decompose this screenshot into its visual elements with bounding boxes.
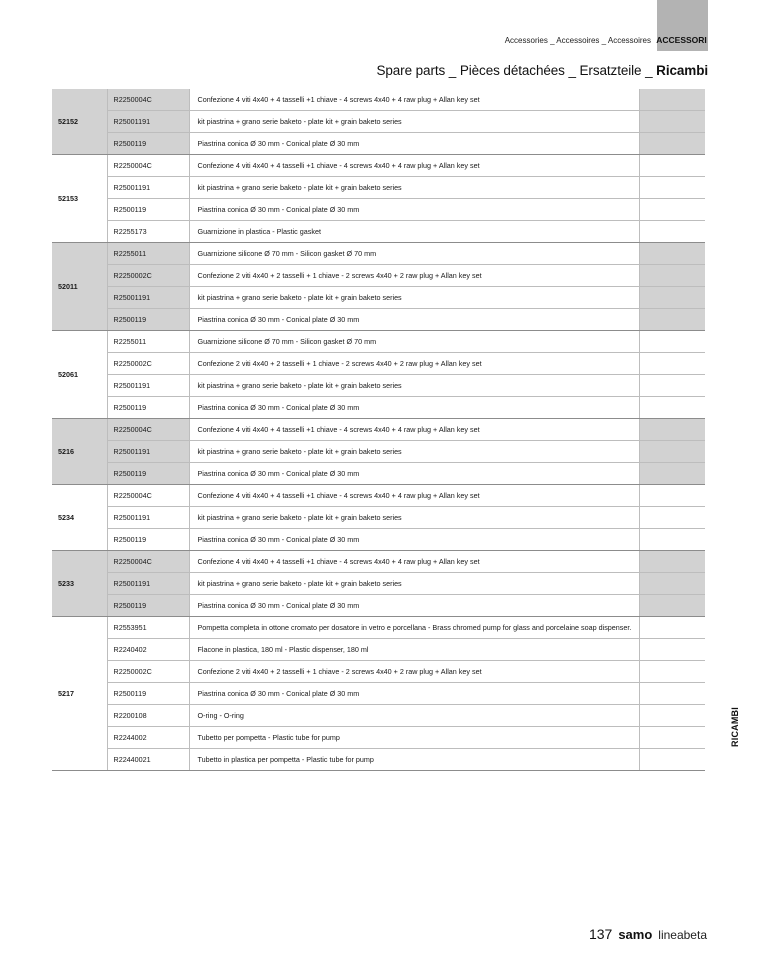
table-row: [52, 397, 705, 419]
part-description: O-ring - O-ring: [189, 705, 639, 727]
empty-column-cell: [639, 419, 705, 441]
spare-parts-table-body: [52, 89, 705, 771]
part-code: R25001191: [107, 375, 189, 397]
page-title-bold: Ricambi: [656, 63, 708, 78]
brand-logo: samo: [618, 927, 653, 942]
part-description: Piastrina conica Ø 30 mm - Conical plate Ø 30 mm: [189, 397, 639, 419]
table-row: [52, 595, 705, 617]
model-number: 5216: [52, 419, 107, 485]
part-code: R25001191: [107, 287, 189, 309]
part-code: R2250002C: [107, 265, 189, 287]
table-row: [52, 683, 705, 705]
part-code: R2255011: [107, 331, 189, 353]
table-row: [52, 617, 705, 639]
part-code: R2500119: [107, 199, 189, 221]
part-code: R2500119: [107, 133, 189, 155]
breadcrumb: Accessories _ Accessoires _ Accessoires: [504, 36, 651, 45]
part-description: Confezione 2 viti 4x40 + 2 tasselli + 1 chiave - 2 screws 4x40 + 2 raw plug + Allan key set: [189, 265, 639, 287]
empty-column-cell: [639, 89, 705, 111]
empty-column-cell: [639, 661, 705, 683]
part-description: Piastrina conica Ø 30 mm - Conical plate Ø 30 mm: [189, 463, 639, 485]
part-description: Pompetta completa in ottone cromato per dosatore in vetro e porcellana - Brass chromed pump for glass and porcelaine soap dispenser.: [189, 617, 639, 639]
part-code: R25001191: [107, 441, 189, 463]
model-number: 52153: [52, 155, 107, 243]
table-row: [52, 441, 705, 463]
part-description: Confezione 4 viti 4x40 + 4 tasselli +1 chiave - 4 screws 4x40 + 4 raw plug + Allan key set: [189, 485, 639, 507]
table-row: [52, 177, 705, 199]
empty-column-cell: [639, 617, 705, 639]
empty-column-cell: [639, 529, 705, 551]
part-description: Guarnizione silicone Ø 70 mm - Silicon gasket Ø 70 mm: [189, 331, 639, 353]
part-description: kit piastrina + grano serie baketo - plate kit + grain baketo series: [189, 507, 639, 529]
product-line-name: lineabeta: [658, 928, 707, 942]
empty-column-cell: [639, 749, 705, 771]
model-number: 52061: [52, 331, 107, 419]
part-code: R2250004C: [107, 419, 189, 441]
page-title: [376, 63, 708, 78]
table-row: [52, 287, 705, 309]
part-code: R2250002C: [107, 661, 189, 683]
model-number: 5217: [52, 617, 107, 771]
part-code: R2250004C: [107, 485, 189, 507]
part-code: R2250004C: [107, 551, 189, 573]
part-description: kit piastrina + grano serie baketo - plate kit + grain baketo series: [189, 375, 639, 397]
part-description: kit piastrina + grano serie baketo - plate kit + grain baketo series: [189, 177, 639, 199]
side-section-label: RICAMBI: [730, 707, 740, 747]
part-code: R2240402: [107, 639, 189, 661]
part-description: Piastrina conica Ø 30 mm - Conical plate Ø 30 mm: [189, 199, 639, 221]
part-description: Flacone in plastica, 180 ml - Plastic dispenser, 180 ml: [189, 639, 639, 661]
part-code: R2553951: [107, 617, 189, 639]
page-number: 137: [588, 926, 613, 942]
part-description: Confezione 4 viti 4x40 + 4 tasselli +1 chiave - 4 screws 4x40 + 4 raw plug + Allan key set: [189, 155, 639, 177]
part-description: Piastrina conica Ø 30 mm - Conical plate Ø 30 mm: [189, 595, 639, 617]
part-code: R2244002: [107, 727, 189, 749]
empty-column-cell: [639, 177, 705, 199]
table-row: [52, 661, 705, 683]
part-code: R25001191: [107, 507, 189, 529]
top-bar: [505, 0, 708, 51]
empty-column-cell: [639, 441, 705, 463]
part-description: Tubetto in plastica per pompetta - Plastic tube for pump: [189, 749, 639, 771]
empty-column-cell: [639, 463, 705, 485]
table-row: [52, 463, 705, 485]
part-description: Piastrina conica Ø 30 mm - Conical plate Ø 30 mm: [189, 309, 639, 331]
table-row: [52, 529, 705, 551]
table-row: [52, 331, 705, 353]
table-row: [52, 507, 705, 529]
table-row: [52, 199, 705, 221]
empty-column-cell: [639, 221, 705, 243]
empty-column-cell: [639, 507, 705, 529]
part-description: Guarnizione in plastica - Plastic gasket: [189, 221, 639, 243]
table-row: [52, 89, 705, 111]
table-row: [52, 111, 705, 133]
part-code: R2500119: [107, 463, 189, 485]
table-row: [52, 573, 705, 595]
footer: [589, 926, 707, 942]
part-description: kit piastrina + grano serie baketo - plate kit + grain baketo series: [189, 573, 639, 595]
empty-column-cell: [639, 375, 705, 397]
part-description: Confezione 2 viti 4x40 + 2 tasselli + 1 chiave - 2 screws 4x40 + 2 raw plug + Allan key set: [189, 661, 639, 683]
part-description: Tubetto per pompetta - Plastic tube for pump: [189, 727, 639, 749]
table-row: [52, 375, 705, 397]
part-code: R25001191: [107, 573, 189, 595]
empty-column-cell: [639, 551, 705, 573]
part-code: R25001191: [107, 177, 189, 199]
table-row: [52, 551, 705, 573]
part-code: R22440021: [107, 749, 189, 771]
table-row: [52, 485, 705, 507]
part-description: Confezione 4 viti 4x40 + 4 tasselli +1 chiave - 4 screws 4x40 + 4 raw plug + Allan key set: [189, 419, 639, 441]
part-code: R2255011: [107, 243, 189, 265]
table-row: [52, 353, 705, 375]
part-code: R25001191: [107, 111, 189, 133]
part-description: Guarnizione silicone Ø 70 mm - Silicon gasket Ø 70 mm: [189, 243, 639, 265]
table-row: [52, 265, 705, 287]
empty-column-cell: [639, 397, 705, 419]
table-row: [52, 419, 705, 441]
part-code: R2250004C: [107, 89, 189, 111]
empty-column-cell: [639, 133, 705, 155]
table-row: [52, 727, 705, 749]
part-code: R2250002C: [107, 353, 189, 375]
part-code: R2500119: [107, 397, 189, 419]
empty-column-cell: [639, 243, 705, 265]
empty-column-cell: [639, 573, 705, 595]
part-description: Piastrina conica Ø 30 mm - Conical plate Ø 30 mm: [189, 133, 639, 155]
part-description: Confezione 4 viti 4x40 + 4 tasselli +1 chiave - 4 screws 4x40 + 4 raw plug + Allan key set: [189, 551, 639, 573]
empty-column-cell: [639, 331, 705, 353]
page-title-prefix: Spare parts _ Pièces détachées _ Ersatzteile _: [376, 63, 657, 78]
table-row: [52, 133, 705, 155]
part-code: R2500119: [107, 683, 189, 705]
table-row: [52, 749, 705, 771]
table-row: [52, 705, 705, 727]
empty-column-cell: [639, 727, 705, 749]
table-row: [52, 155, 705, 177]
part-code: R2500119: [107, 529, 189, 551]
part-code: R2500119: [107, 309, 189, 331]
part-description: Piastrina conica Ø 30 mm - Conical plate Ø 30 mm: [189, 683, 639, 705]
empty-column-cell: [639, 595, 705, 617]
empty-column-cell: [639, 155, 705, 177]
table-row: [52, 243, 705, 265]
empty-column-cell: [639, 111, 705, 133]
table-row: [52, 309, 705, 331]
model-number: 5234: [52, 485, 107, 551]
part-description: Confezione 2 viti 4x40 + 2 tasselli + 1 chiave - 2 screws 4x40 + 2 raw plug + Allan key set: [189, 353, 639, 375]
table-row: [52, 221, 705, 243]
model-number: 52152: [52, 89, 107, 155]
section-tab: ACCESSORI: [657, 0, 708, 51]
part-code: R2255173: [107, 221, 189, 243]
part-description: Piastrina conica Ø 30 mm - Conical plate Ø 30 mm: [189, 529, 639, 551]
part-code: R2200108: [107, 705, 189, 727]
empty-column-cell: [639, 287, 705, 309]
empty-column-cell: [639, 309, 705, 331]
model-number: 52011: [52, 243, 107, 331]
empty-column-cell: [639, 265, 705, 287]
part-description: kit piastrina + grano serie baketo - plate kit + grain baketo series: [189, 111, 639, 133]
part-code: R2250004C: [107, 155, 189, 177]
empty-column-cell: [639, 485, 705, 507]
empty-column-cell: [639, 639, 705, 661]
part-code: R2500119: [107, 595, 189, 617]
empty-column-cell: [639, 683, 705, 705]
table-row: [52, 639, 705, 661]
part-description: kit piastrina + grano serie baketo - plate kit + grain baketo series: [189, 287, 639, 309]
empty-column-cell: [639, 199, 705, 221]
empty-column-cell: [639, 353, 705, 375]
empty-column-cell: [639, 705, 705, 727]
spare-parts-table: [52, 89, 705, 771]
part-description: Confezione 4 viti 4x40 + 4 tasselli +1 chiave - 4 screws 4x40 + 4 raw plug + Allan key set: [189, 89, 639, 111]
part-description: kit piastrina + grano serie baketo - plate kit + grain baketo series: [189, 441, 639, 463]
model-number: 5233: [52, 551, 107, 617]
